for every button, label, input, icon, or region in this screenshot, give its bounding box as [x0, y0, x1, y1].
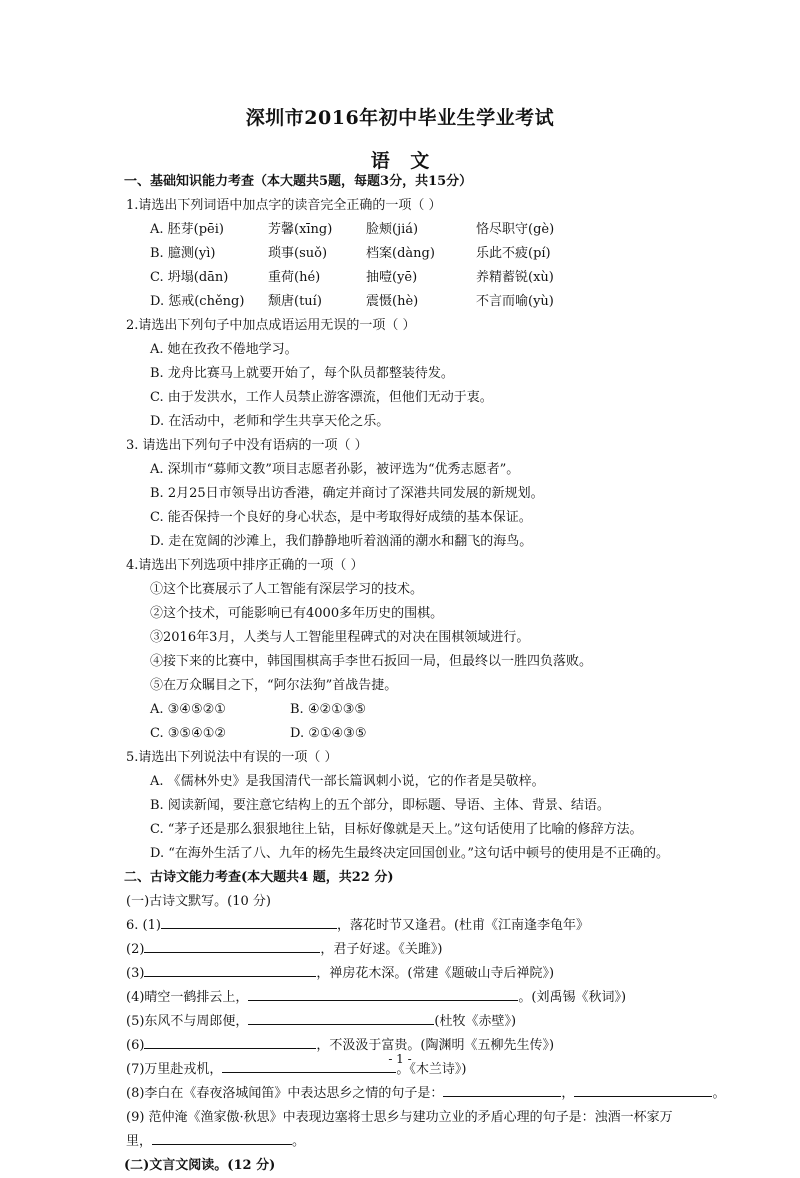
q6-6-blank[interactable]	[144, 1034, 316, 1049]
q6-8	[126, 1082, 726, 1106]
q2-option-c: C. 由于发洪水，工作人员禁止游客漂流，但他们无动于衷。	[150, 390, 493, 405]
q1-c-3: 抽噎(yē)	[366, 270, 418, 285]
q6-9-post: 。	[292, 1134, 306, 1149]
q1-b-3: 档案(dàng)	[366, 246, 435, 261]
q6-3-pre: (3)	[126, 966, 145, 981]
q1-option-b	[126, 242, 686, 266]
q1-d-3: 震慑(hè)	[366, 294, 419, 309]
q1-b-1: B. 臆测(yì)	[150, 246, 216, 261]
q6-2-post: ，君子好逑。《关雎》)	[320, 942, 443, 957]
q6-8-post: 。	[712, 1086, 726, 1101]
q6-5-pre: (5)东风不与周郎便，	[126, 1014, 249, 1029]
q1-stem: 1.请选出下列词语中加点字的读音完全正确的一项（ ）	[126, 198, 442, 213]
section2-heading: 二、古诗文能力考查(本大题共4 题，共22 分)	[124, 870, 394, 885]
q1-option-d	[126, 290, 686, 314]
q4-option-a: A. ③④⑤②①	[150, 702, 226, 717]
q4-item-1: ①这个比赛展示了人工智能有深层学习的技术。	[150, 582, 424, 597]
q6-4-pre: (4)晴空一鹤排云上，	[126, 990, 249, 1005]
q1-c-4: 养精蓄锐(xù)	[476, 270, 554, 285]
q6-2-pre: (2)	[126, 942, 145, 957]
q1-b-4: 乐此不疲(pí)	[476, 246, 551, 261]
exam-body	[124, 170, 726, 1178]
part2-heading: (二)文言文阅读。(12 分)	[124, 1158, 276, 1173]
q5-stem: 5.请选出下列说法中有误的一项（ ）	[126, 750, 338, 765]
q2-option-b: B. 龙舟比赛马上就要开始了，每个队员都整装待发。	[150, 366, 454, 381]
q1-c-2: 重荷(hé)	[268, 270, 321, 285]
q3-option-d: D. 走在宽阔的沙滩上，我们静静地听着汹涌的潮水和翻飞的海鸟。	[150, 534, 533, 549]
q1-d-2: 颓唐(tuí)	[268, 294, 322, 309]
q5-option-c: C. “茅子还是那么狠狠地往上钻，目标好像就是天上。”这句话使用了比喻的修辞方法。	[150, 822, 643, 837]
q6-7-pre: (7)万里赴戎机，	[126, 1062, 223, 1077]
q6-5-post: (杜牧《赤壁》)	[434, 1014, 517, 1029]
q6-2-blank[interactable]	[144, 938, 320, 953]
q5-option-a: A. 《儒林外史》是我国清代一部长篇讽刺小说，它的作者是吴敬梓。	[150, 774, 545, 789]
q6-1-pre: 6. (1)	[126, 918, 161, 933]
q5-option-b: B. 阅读新闻，要注意它结构上的五个部分，即标题、导语、主体、背景、结语。	[150, 798, 610, 813]
q6-7-post: 。《木兰诗》)	[396, 1062, 467, 1077]
q1-d-4: 不言而喻(yù)	[476, 294, 554, 309]
q4-item-2: ②这个技术，可能影响已有4000多年历史的围棋。	[150, 606, 444, 621]
q6-9	[126, 1106, 686, 1154]
q4-item-5: ⑤在万众瞩目之下，“阿尔法狗”首战告捷。	[150, 678, 398, 693]
q5-option-d: D. “在海外生活了八、九年的杨先生最终决定回国创业。”这句话中顿号的使用是不正确的。	[150, 846, 670, 861]
q6-2	[126, 938, 686, 962]
q6-8-blank-2[interactable]	[574, 1082, 712, 1097]
part1-heading: (一)古诗文默写。(10 分)	[126, 894, 271, 909]
q6-4	[126, 986, 686, 1010]
q3-option-a: A. 深圳市“募师文教”项目志愿者孙影，被评选为“优秀志愿者”。	[150, 462, 520, 477]
exam-title: 深圳市2016年初中毕业生学业考试	[245, 107, 555, 129]
q6-3-post: ，禅房花木深。(常建《题破山寺后禅院》)	[316, 966, 555, 981]
q2-option-a: A. 她在孜孜不倦地学习。	[150, 342, 298, 357]
q4-options-ab	[126, 698, 686, 722]
q1-c-1: C. 坍塌(dān)	[150, 270, 229, 285]
q4-item-4: ④接下来的比赛中，韩国围棋高手李世石扳回一局，但最终以一胜四负落败。	[150, 654, 593, 669]
q4-option-d: D. ②①④③⑤	[290, 726, 367, 741]
section1-heading: 一、基础知识能力考查（本大题共5题，每题3分，共15分）	[124, 174, 473, 189]
q4-stem: 4.请选出下列选项中排序正确的一项（ ）	[126, 558, 364, 573]
q6-5-blank[interactable]	[248, 1010, 434, 1025]
q6-6-pre: (6)	[126, 1038, 145, 1053]
q6-4-post: 。(刘禹锡《秋词》)	[518, 990, 627, 1005]
q4-option-c: C. ③⑤④①②	[150, 726, 227, 741]
q6-4-blank[interactable]	[248, 986, 518, 1001]
q4-option-b: B. ④②①③⑤	[290, 702, 367, 717]
q1-a-2: 芳馨(xīng)	[268, 222, 333, 237]
q2-option-d: D. 在活动中，老师和学生共享天伦之乐。	[150, 414, 390, 429]
q6-1-blank[interactable]	[161, 914, 337, 929]
q6-8-blank-1[interactable]	[443, 1082, 561, 1097]
q2-stem: 2.请选出下列句子中加点成语运用无误的一项（ ）	[126, 318, 416, 333]
q4-item-3: ③2016年3月，人类与人工智能里程碑式的对决在围棋领域进行。	[150, 630, 530, 645]
q3-option-c: C. 能否保持一个良好的身心状态，是中考取得好成绩的基本保证。	[150, 510, 532, 525]
q6-1	[126, 914, 686, 938]
q6-8-pre: (8)李白在《春夜洛城闻笛》中表达思乡之情的句子是：	[126, 1086, 444, 1101]
q6-1-post: ，落花时节又逢君。(杜甫《江南逢李龟年》	[336, 918, 590, 933]
q1-d-1: D. 惩戒(chěng)	[150, 294, 245, 309]
q1-a-4: 恪尽职守(gè)	[476, 222, 555, 237]
q1-a-1: A. 胚芽(pēi)	[150, 222, 224, 237]
q3-stem: 3. 请选出下列句子中没有语病的一项（ ）	[126, 438, 368, 453]
q1-option-c	[126, 266, 686, 290]
q1-option-a	[126, 218, 686, 242]
q6-5	[126, 1010, 686, 1034]
q3-option-b: B. 2月25日市领导出访香港，确定并商讨了深港共同发展的新规划。	[150, 486, 544, 501]
q6-3	[126, 962, 686, 986]
q6-9-blank[interactable]	[152, 1130, 292, 1145]
q6-3-blank[interactable]	[144, 962, 316, 977]
q6-9-pre: (9) 范仲淹《渔家傲·秋思》中表现边塞将士思乡与建功立业的矛盾心理的句子是：浊酒一杯家万里，	[126, 1110, 673, 1149]
subject-title: 语 文	[370, 150, 430, 172]
page-number: - 1 -	[388, 1052, 412, 1066]
q1-b-2: 琐事(suǒ)	[268, 246, 328, 261]
q1-a-3: 脸颊(jiá)	[366, 222, 419, 237]
q4-options-cd	[126, 722, 686, 746]
q6-8-mid: ，	[561, 1086, 575, 1101]
q6-6-post: ，不汲汲于富贵。(陶渊明《五柳先生传》)	[316, 1038, 555, 1053]
